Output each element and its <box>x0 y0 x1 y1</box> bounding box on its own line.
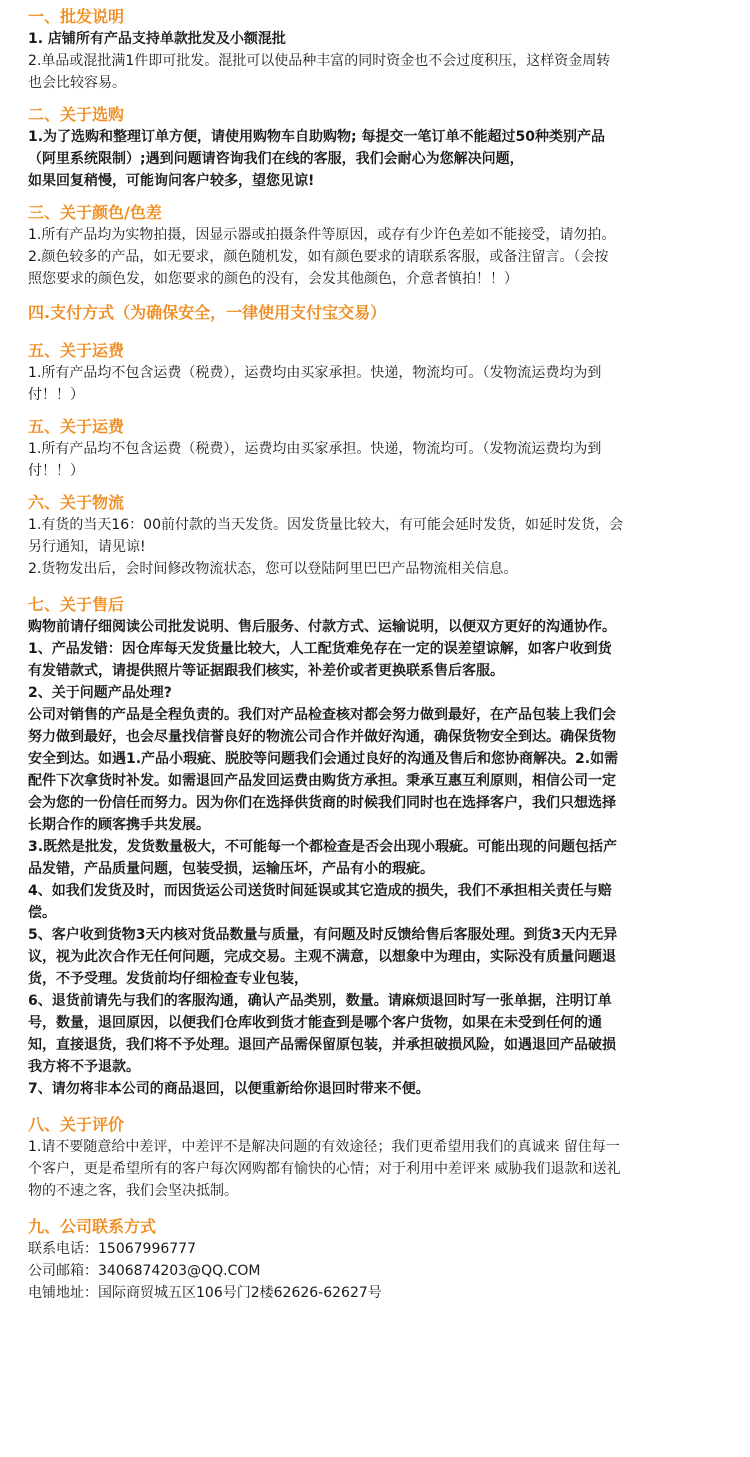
section-line: 照您要求的颜色发，如您要求的颜色的没有，会发其他颜色，介意者慎拍！！） <box>28 271 518 287</box>
section-line: 有发错款式，请提供照片等证据跟我们核实，补差价或者更换联系售后客服。 <box>28 663 504 679</box>
section-line: 付！！） <box>28 387 84 403</box>
section-title: 五、关于运费 <box>28 341 125 360</box>
section-line: 4、如我们发货及时，而因货运公司送货时间延误或其它造成的损失，我们不承担相关责任与赔 <box>28 883 612 899</box>
section-line: 2.颜色较多的产品，如无要求，颜色随机发，如有颜色要求的请联系客服，或备注留言。（会按 <box>28 249 609 265</box>
section-line: 1.所有产品均为实物拍摄，因显示器或拍摄条件等原因，或存有少许色差如不能接受，请勿拍。 <box>28 227 616 243</box>
section-shipping-repeat <box>28 416 722 482</box>
section-payment <box>28 302 722 324</box>
section-line: 1. 店铺所有产品支持单款批发及小额混批 <box>28 31 286 47</box>
section-title: 四.支付方式（为确保安全，一律使用支付宝交易） <box>28 303 387 322</box>
section-purchase <box>28 104 722 192</box>
section-title: 一、批发说明 <box>28 7 125 26</box>
section-line: 6、退货前请先与我们的客服沟通，确认产品类别，数量。请麻烦退回时写一张单据，注明订单 <box>28 993 612 1009</box>
section-reviews <box>28 1114 722 1202</box>
section-line: 也会比较容易。 <box>28 75 126 91</box>
section-title: 八、关于评价 <box>28 1115 125 1134</box>
section-line: 1.所有产品均不包含运费（税费），运费均由买家承担。快递，物流均可。（发物流运费均为到 <box>28 441 602 457</box>
section-line: 货，不予受理。发货前均仔细检查专业包装， <box>28 971 308 987</box>
section-shipping <box>28 340 722 406</box>
section-line: 品发错，产品质量问题，包装受损，运输压坏，产品有小的瑕疵。 <box>28 861 434 877</box>
section-line: 2.货物发出后，会时间修改物流状态，您可以登陆阿里巴巴产品物流相关信息。 <box>28 561 518 577</box>
section-line: 长期合作的顾客携手共发展。 <box>28 817 210 833</box>
section-line: 另行通知，请见谅! <box>28 539 146 555</box>
section-line: 5、客户收到货物3天内核对货品数量与质量，有问题及时反馈给售后客服处理。到货3天内无异 <box>28 927 618 943</box>
section-line: 付！！） <box>28 463 84 479</box>
section-line: 如果回复稍慢，可能询问客户较多，望您见谅! <box>28 173 315 189</box>
section-line: 号，数量，退回原因，以便我们仓库收到货才能查到是哪个客户货物，如果在未受到任何的通 <box>28 1015 602 1031</box>
section-logistics <box>28 492 722 580</box>
section-title: 六、关于物流 <box>28 493 125 512</box>
section-line: 1.所有产品均不包含运费（税费），运费均由买家承担。快递，物流均可。（发物流运费均为到 <box>28 365 602 381</box>
contact-phone: 联系电话：15067996777 <box>28 1241 196 1257</box>
section-line: 1、产品发错：因仓库每天发货量比较大，人工配货难免存在一定的误差望谅解，如客户收到货 <box>28 641 612 657</box>
section-line: 2、关于问题产品处理? <box>28 685 172 701</box>
section-color <box>28 202 722 290</box>
section-line: 2.单品或混批满1件即可批发。混批可以使品种丰富的同时资金也不会过度积压，这样资金周转 <box>28 53 611 69</box>
section-title: 九、公司联系方式 <box>28 1217 157 1236</box>
section-title: 七、关于售后 <box>28 595 125 614</box>
section-line: 会为您的一份信任而努力。因为你们在选择供货商的时候我们同时也在选择客户，我们只想选择 <box>28 795 616 811</box>
section-line: 1.为了选购和整理订单方便，请使用购物车自助购物; 每提交一笔订单不能超过50种类别产品 <box>28 129 606 145</box>
section-line: 公司对销售的产品是全程负责的。我们对产品检查核对都会努力做到最好，在产品包装上我们会 <box>28 707 616 723</box>
contact-address: 电铺地址：国际商贸城五区106号门2楼62626-62627号 <box>28 1285 382 1301</box>
section-after-sales <box>28 594 722 1100</box>
section-line: 议，视为此次合作无任何问题，完成交易。主观不满意，以想象中为理由，实际没有质量问题退 <box>28 949 616 965</box>
section-wholesale <box>28 6 722 94</box>
section-contact <box>28 1216 722 1304</box>
section-line: 配件下次拿货时补发。如需退回产品发回运费由购货方承担。秉承互惠互利原则，相信公司一定 <box>28 773 616 789</box>
section-line: 3.既然是批发，发货数量极大，不可能每一个都检查是否会出现小瑕疵。可能出现的问题包括产 <box>28 839 618 855</box>
section-title: 三、关于颜色/色差 <box>28 203 162 222</box>
section-line: 我方将不予退款。 <box>28 1059 140 1075</box>
section-line: 偿。 <box>28 905 56 921</box>
section-line: 安全到达。如遇1.产品小瑕疵、脱胶等问题我们会通过良好的沟通及售后和您协商解决。2.如需 <box>28 751 619 767</box>
section-line: 努力做到最好，也会尽量找信誉良好的物流公司合作并做好沟通，确保货物安全到达。确保货物 <box>28 729 616 745</box>
section-line: 1.请不要随意给中差评，中差评不是解决问题的有效途径；我们更希望用我们的真诚来 留住每一 <box>28 1139 620 1155</box>
section-title: 二、关于选购 <box>28 105 125 124</box>
section-title: 五、关于运费 <box>28 417 125 436</box>
section-line: 1.有货的当天16：00前付款的当天发货。因发货量比较大，有可能会延时发货，如延时发货，会 <box>28 517 623 533</box>
section-line: 物的不速之客，我们会坚决抵制。 <box>28 1183 238 1199</box>
section-line: 7、请勿将非本公司的商品退回，以便重新给你退回时带来不便。 <box>28 1081 430 1097</box>
section-line: 知，直接退货，我们将不予处理。退回产品需保留原包装，并承担破损风险，如遇退回产品破损 <box>28 1037 616 1053</box>
contact-email: 公司邮箱：3406874203@QQ.COM <box>28 1263 261 1279</box>
section-line: （阿里系统限制）;遇到问题请咨询我们在线的客服，我们会耐心为您解决问题， <box>28 151 524 167</box>
section-line: 购物前请仔细阅读公司批发说明、售后服务、付款方式、运输说明，以便双方更好的沟通协作。 <box>28 619 616 635</box>
section-line: 个客户，更是希望所有的客户每次网购都有愉快的心情；对于利用中差评来 威胁我们退款和送礼 <box>28 1161 621 1177</box>
